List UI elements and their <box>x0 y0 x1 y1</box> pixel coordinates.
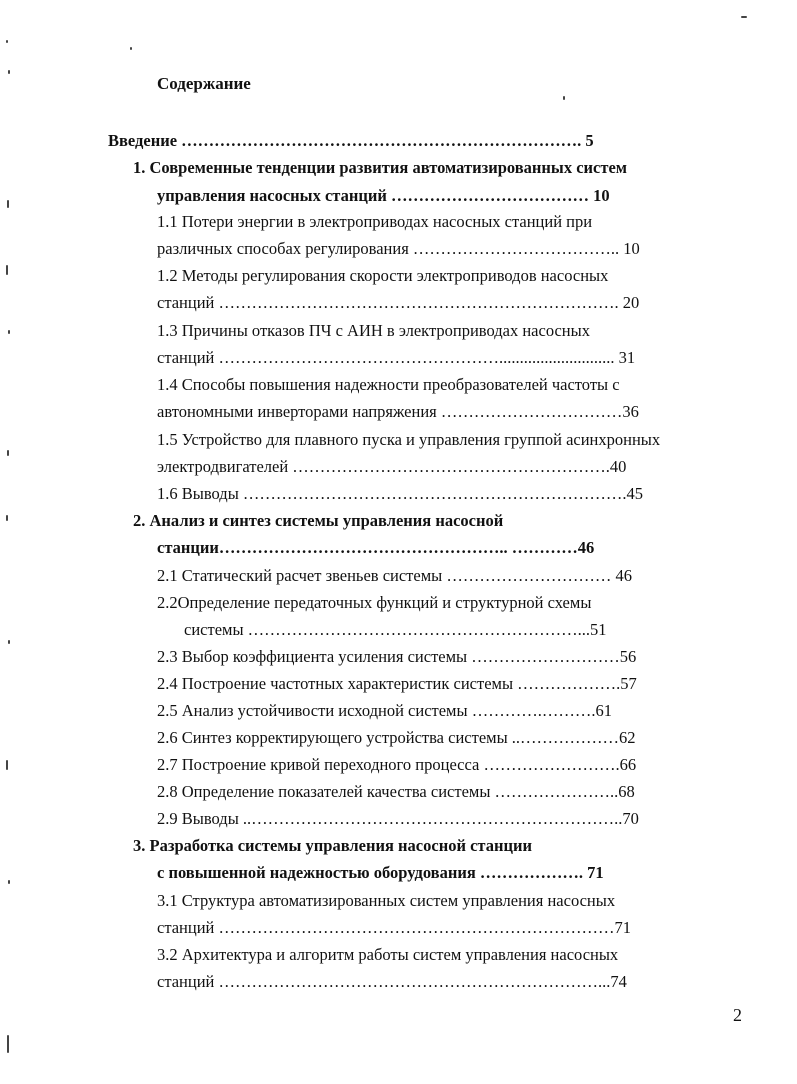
scan-speck <box>8 70 10 74</box>
scan-speck <box>6 760 8 770</box>
toc-entry-2-5: 2.5 Анализ устойчивости исходной системы ………….……….61 <box>157 701 612 720</box>
toc-entry-section-1-title: 1. Современные тенденции развития автоматизированных систем <box>133 158 628 177</box>
scan-speck <box>7 450 9 456</box>
scan-speck <box>563 96 565 100</box>
toc-entry-1-3: 1.3 Причины отказов ПЧ с АИН в электроприводах насосных <box>157 321 590 340</box>
toc-entry-3-2: 3.2 Архитектура и алгоритм работы систем управления насосных <box>157 945 619 964</box>
scan-speck <box>8 330 10 334</box>
scan-speck <box>7 200 9 208</box>
page-number: 2 <box>733 1005 742 1025</box>
toc-entry-section-3-title: 3. Разработка системы управления насосной станции <box>133 836 532 855</box>
toc-entry-1-3-cont: станций ……………………………………………............................ 31 <box>157 348 636 367</box>
toc-entry-2-3: 2.3 Выбор коэффициента усиления системы ………………………56 <box>157 647 637 666</box>
toc-entry-2-4: 2.4 Построение частотных характеристик системы ……………….57 <box>157 674 637 693</box>
scan-speck <box>8 880 10 884</box>
toc-entry-1-5-cont: электродвигателей ………………………………………………….40 <box>157 457 627 476</box>
toc-entry-section-3-title-cont: с повышенной надежностью оборудования ………………. 71 <box>157 863 604 882</box>
toc-entry-1-1-cont: различных способах регулирования ……………………………….. 10 <box>157 239 640 258</box>
page-title: Содержание <box>157 74 251 93</box>
toc-entry-2-6: 2.6 Синтез корректирующего устройства системы ..………………62 <box>157 728 636 747</box>
toc-entry-1-1: 1.1 Потери энергии в электроприводах насосных станций при <box>157 212 593 231</box>
toc-entry-section-1-title-cont: управления насосных станций ……………………………… 10 <box>157 186 610 205</box>
scan-speck <box>6 265 8 275</box>
toc-entry-2-1: 2.1 Статический расчет звеньев системы ………………………… 46 <box>157 566 632 585</box>
toc-entry-2-7: 2.7 Построение кривой переходного процесса …………………….66 <box>157 755 637 774</box>
scan-speck <box>6 515 8 521</box>
toc-entry-1-5: 1.5 Устройство для плавного пуска и управления группой асинхронных <box>157 430 661 449</box>
scan-speck <box>6 40 8 43</box>
scan-speck <box>130 47 132 50</box>
toc-entry-1-6: 1.6 Выводы …………………………………………………………….45 <box>157 484 644 503</box>
toc-entry-2-8: 2.8 Определение показателей качества системы …………………..68 <box>157 782 635 801</box>
toc-entry-2-2-cont: системы ……………………………………………………...51 <box>184 620 607 639</box>
toc-entry-3-2-cont: станций ……………………………………………………………...74 <box>157 972 627 991</box>
toc-entry-section-2-title-cont: станции…………………………………………….. …………46 <box>157 538 595 557</box>
toc-entry-1-4-cont: автономными инверторами напряжения ……………………………36 <box>157 402 639 421</box>
toc-entry-1-2-cont: станций ………………………………………………………………. 20 <box>157 293 640 312</box>
toc-entry-3-1-cont: станций ………………………………………………………………71 <box>157 918 632 937</box>
toc-entry-section-2-title: 2. Анализ и синтез системы управления насосной <box>133 511 504 530</box>
toc-entry-1-4: 1.4 Способы повышения надежности преобразователей частоты с <box>157 375 620 394</box>
toc-entry-2-9: 2.9 Выводы ..…………………………………………………………..70 <box>157 809 639 828</box>
toc-entry-3-1: 3.1 Структура автоматизированных систем управления насосных <box>157 891 616 910</box>
scan-speck <box>8 640 10 644</box>
toc-entry-2-2: 2.2Определение передаточных функций и структурной схемы <box>157 593 592 612</box>
scan-speck <box>741 16 747 18</box>
toc-entry-1-2: 1.2 Методы регулирования скорости электроприводов насосных <box>157 266 609 285</box>
scan-speck <box>7 1035 9 1053</box>
toc-entry-introduction: Введение ………………………………………………………………. 5 <box>108 131 594 150</box>
